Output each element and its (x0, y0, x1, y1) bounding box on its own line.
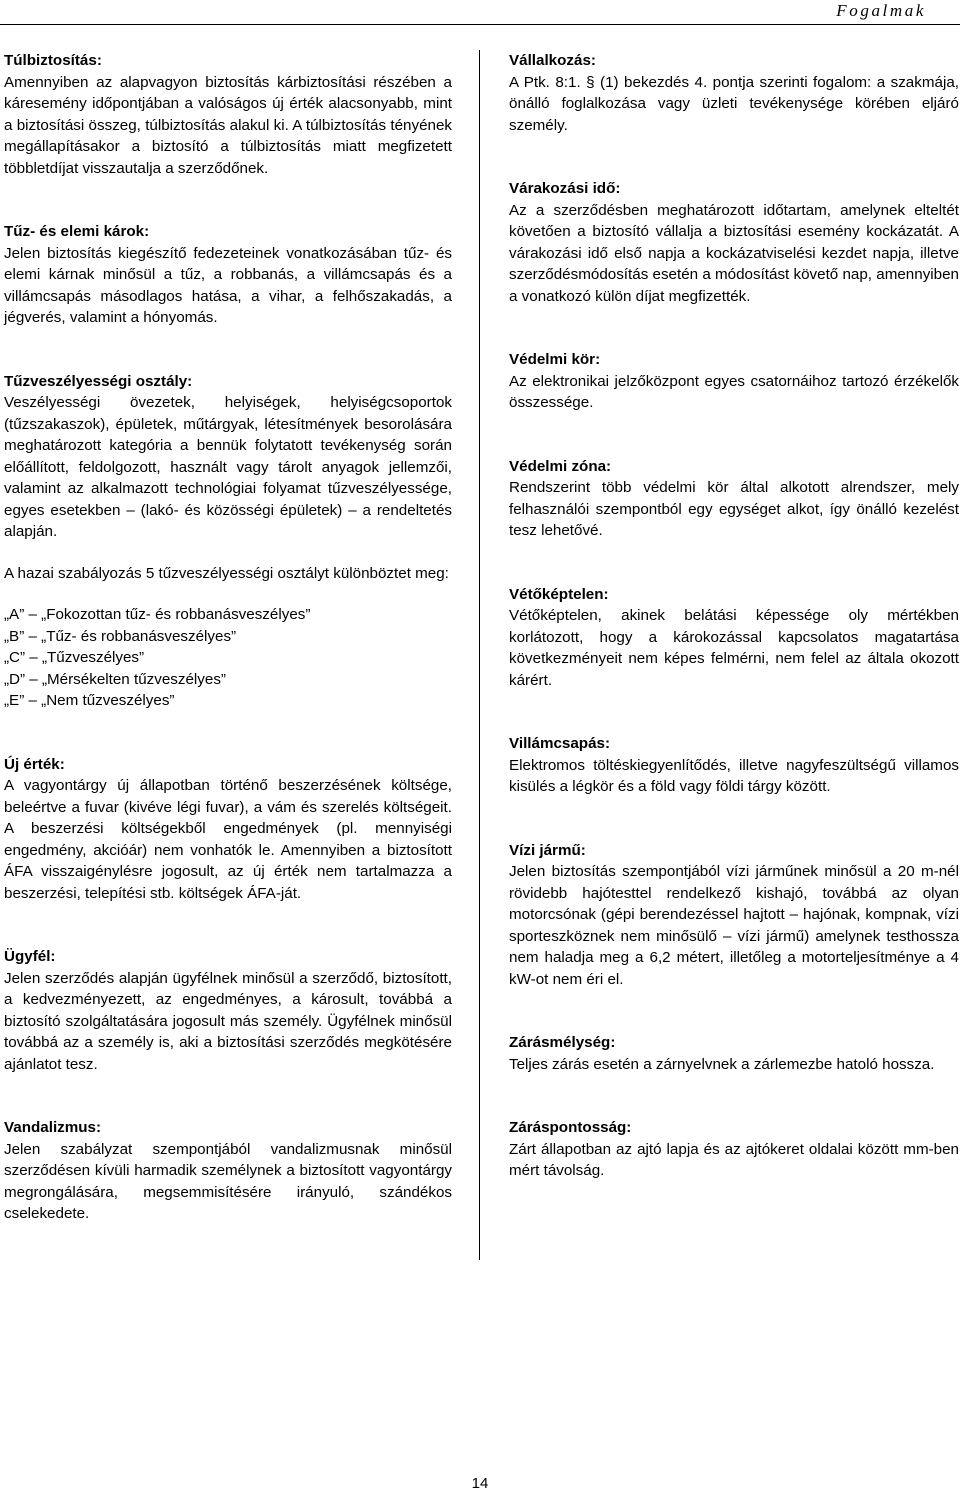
term-definition: A Ptk. 8:1. § (1) bekezdés 4. pontja szerinti fogalom: a szakmája, önálló foglalkozása vagy üzleti tevékenysége körében eljáró személy. (509, 73, 959, 134)
term-heading: Záráspontosság: (509, 1119, 632, 1136)
entry-vizi-jarmu (509, 840, 959, 991)
column-divider (479, 50, 480, 1260)
entry-vandalizmus (4, 1117, 452, 1225)
term-heading: Védelmi kör: (509, 351, 601, 368)
class-item: „D” – „Mérsékelten tűzveszélyes” (4, 670, 226, 688)
term-definition: Zárt állapotban az ajtó lapja és az ajtókeret oldalai között mm-ben mért távolság. (509, 1140, 959, 1179)
term-definition: Az elektronikai jelzőközpont egyes csatornáihoz tartozó érzékelők összessége. (509, 372, 959, 411)
classes-list (4, 604, 452, 712)
entry-tuz-elemi (4, 221, 452, 329)
class-item: „B” – „Tűz- és robbanásveszélyes” (4, 627, 237, 645)
term-heading: Vállalkozás: (509, 52, 596, 69)
entry-ugyfel (4, 946, 452, 1075)
entry-tuzveszelyessegi (4, 371, 452, 543)
header-bar (0, 0, 960, 25)
left-column (4, 50, 452, 1225)
term-heading: Ügyfél: (4, 948, 56, 965)
term-heading: Vétőképtelen: (509, 585, 609, 603)
entry-uj-ertek (4, 754, 452, 905)
term-heading: Villámcsapás: (509, 735, 611, 752)
entry-villamcsapas (509, 733, 959, 798)
term-heading: Zárásmélység: (509, 1034, 616, 1051)
term-heading: Vandalizmus: (4, 1119, 102, 1136)
class-item: „C” – „Tűzveszélyes” (4, 649, 145, 666)
term-heading: Tűz- és elemi károk: (4, 223, 150, 240)
term-heading: Új érték: (4, 755, 65, 773)
term-definition: Rendszerint több védelmi kör által alkotott alrendszer, mely felhasználói szempontból egy egységet alkot, így önálló kezelést tesz lehetővé. (509, 479, 959, 539)
term-definition: Jelen szerződés alapján ügyfélnek minősül a szerződő, biztosított, a kedvezményezett, az engedményes, a károsult, továbbá a biztosító szolgáltatására jogosult más személy. Ügyfélnek minősül továbbá az a személy is, aki a biztosítási szerződés megkötésére ajánlatot tesz. (4, 969, 452, 1073)
class-item: „A” – „Fokozottan tűz- és robbanásveszélyes” (4, 606, 311, 623)
entry-hazai-osztalyok (4, 563, 452, 712)
term-definition: Veszélyességi övezetek, helyiségek, helyiségcsoportok (tűzszakaszok), épületek, műtárgyak, létesítmények besorolására meghatározott kategória a bennük folytatott tevékenység során előállított, feldolgozott, használt vagy tárolt anyagok jellemzői, valamint az alkalmazott technológiai folyamat tűzveszélyessége, egyes esetekben – (lakó- és közösségi épületek) – a rendeltetés alapján. (4, 394, 452, 540)
term-definition: Amennyiben az alapvagyon biztosítás kárbiztosítási részében a káresemény időpontjában a valóságos új érték alacsonyabb, mint a biztosítási összeg, túlbiztosítás alakul ki. A túlbiztosítás tényének megállapításakor a biztosító a túlbiztosítás miatt megfizetett többletdíjat visszautalja a szerződőnek. (4, 73, 452, 177)
term-heading: Tűzveszélyességi osztály: (4, 372, 193, 390)
term-definition: Az a szerződésben meghatározott időtartam, amelynek elteltét követően a biztosító vállalja a biztosítási esemény kockázatát. A várakozási idő első napja a kockázatviselési kezdet napja, illetve szerződésmódosítás esetén a módosítást követő nap, amennyiben a vonatkozó külön díjat megfizették. (509, 201, 959, 305)
term-heading: Várakozási idő: (509, 180, 621, 197)
entry-varakozasi-ido (509, 178, 959, 307)
term-heading: Védelmi zóna: (509, 457, 612, 475)
entry-vetokeptelen (509, 584, 959, 692)
entry-vedelmi-kor (509, 349, 959, 414)
term-definition: A vagyontárgy új állapotban történő beszerzésének költsége, beleértve a fuvar (kivéve légi fuvar), a vám és szerelés költségeit. A beszerzési költségekből engedmények (pl. mennyiségi engedmény, akcióár) nem vonhatók le. Amennyiben a biztosított ÁFA visszaigénylésre jogosult, az új érték nem tartalmazza a beszerzési, telepítési stb. költségek ÁFA-ját. (4, 777, 452, 902)
term-definition: Jelen biztosítás szempontjából vízi járműnek minősül a 20 m-nél rövidebb hajótesttel rendelkező kishajó, továbbá az olyan motorcsónak (gépi berendezéssel hajtott – hajónak, kompnak, vízi sporteszköznek nem minősülő – vízi jármű) amelynek testhossza nem haladja meg a 6,2 métert, illetőleg a motorteljesítménye a 4 kW-ot nem éri el. (509, 863, 959, 988)
term-heading: Vízi jármű: (509, 841, 586, 859)
term-definition: Vétőképtelen, akinek belátási képessége oly mértékben korlátozott, hogy a károkozással kapcsolatos magatartása következményeit nem képes felmérni, nem felel az általa okozott kárért. (509, 607, 959, 689)
entry-zarasmelyseg (509, 1032, 959, 1075)
term-heading: Túlbiztosítás: (4, 52, 102, 69)
page-number: 14 (471, 1475, 489, 1492)
entry-vallalkozas (509, 50, 959, 136)
entry-tulbiztositas (4, 50, 452, 179)
term-definition: Jelen biztosítás kiegészítő fedezeteinek vonatkozásában tűz- és elemi kárnak minősül a tűz, a robbanás, a villámcsapás és a villámcsapás másodlagos hatása, a vihar, a felhőszakadás, a jégverés, valamint a hónyomás. (4, 244, 452, 326)
right-column (509, 50, 959, 1182)
classes-intro: A hazai szabályozás 5 tűzveszélyességi osztályt különböztet meg: (4, 564, 449, 582)
page-title: Fogalmak (836, 1, 926, 20)
term-definition: Teljes zárás esetén a zárnyelvnek a zárlemezbe hatoló hossza. (509, 1055, 935, 1073)
term-definition: Elektromos töltéskiegyenlítődés, illetve nagyfeszültségű villamos kisülés a légkör és a föld vagy földi tárgy között. (509, 756, 959, 795)
term-definition: Jelen szabályzat szempontjából vandalizmusnak minősül szerződésen kívüli harmadik személynek a biztosított vagyontárgy megrongálására, megsemmisítésére irányuló, szándékos cselekedete. (4, 1140, 452, 1222)
entry-vedelmi-zona (509, 456, 959, 542)
class-item: „E” – „Nem tűzveszélyes” (4, 692, 175, 709)
entry-zaraspontossag (509, 1117, 959, 1182)
